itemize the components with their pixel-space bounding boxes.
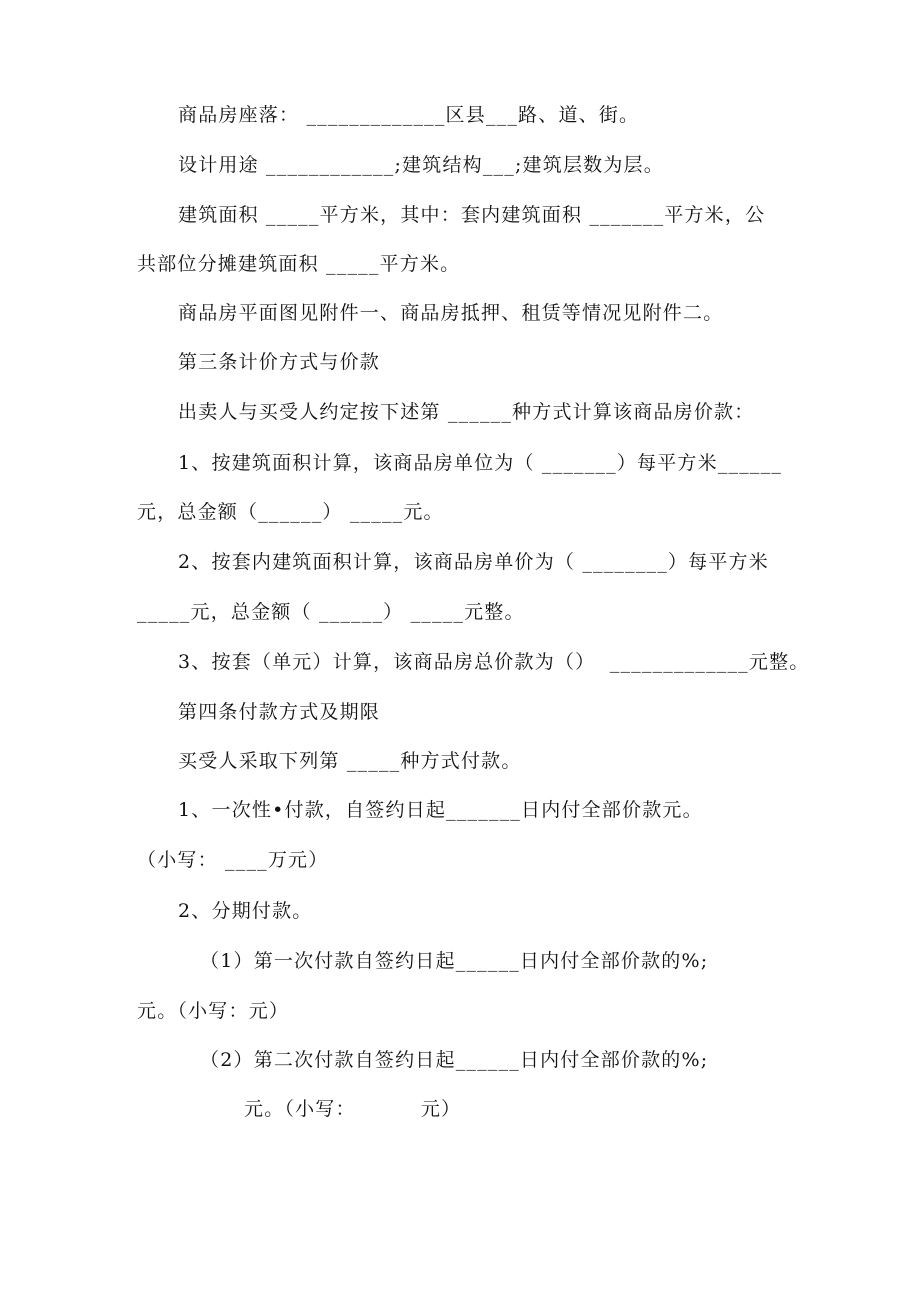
text-line-option-2-total: _____元，总金额（ ______） _____元整。 [137,601,525,623]
section-heading-article-3: 第三条计价方式与价款 [178,351,381,373]
text-line-building-area: 建筑面积 _____平方米，其中：套内建筑面积 _______平方米，公 [178,204,766,226]
text-line-installments: 2、分期付款。 [178,900,313,922]
text-line-installment-1-amount: 元。（小写：元） [137,1000,290,1022]
text-line-attachments: 商品房平面图见附件一、商品房抵押、租赁等情况见附件二。 [178,302,724,324]
text-line-shared-area: 共部位分摊建筑面积 _____平方米。 [137,253,461,275]
text-line-installment-2: （2）第二次付款自签约日起______日内付全部价款的%; [200,1049,709,1071]
text-line-lump-sum: 1、一次性•付款，自签约日起_______日内付全部价款元。 [178,799,703,821]
text-line-pricing-method: 出卖人与买受人约定按下述第 ______种方式计算该商品房价款： [178,401,755,423]
text-line-installment-1: （1）第一次付款自签约日起______日内付全部价款的%; [200,950,709,972]
text-line-payment-method: 买受人采取下列第 _____种方式付款。 [178,750,522,772]
text-line-design-use: 设计用途 ____________;建筑结构___;建筑层数为层。 [178,154,664,176]
text-line-option-3: 3、按套（单元）计算，该商品房总价款为（） _____________元整。 [178,651,810,673]
text-line-location: 商品房座落： _____________区县___路、道、街。 [178,104,640,126]
text-line-installment-2-amount: 元。（小写： 元） [244,1098,462,1120]
text-line-option-1-total: 元，总金额（______） _____元。 [137,501,444,523]
text-line-lump-sum-amount: （小写： ____万元） [137,849,329,871]
text-line-option-1: 1、按建筑面积计算，该商品房单位为（ _______）每平方米______ [178,452,783,474]
text-line-option-2: 2、按套内建筑面积计算，该商品房单价为（ ________）每平方米 [178,551,769,573]
section-heading-article-4: 第四条付款方式及期限 [178,701,381,723]
